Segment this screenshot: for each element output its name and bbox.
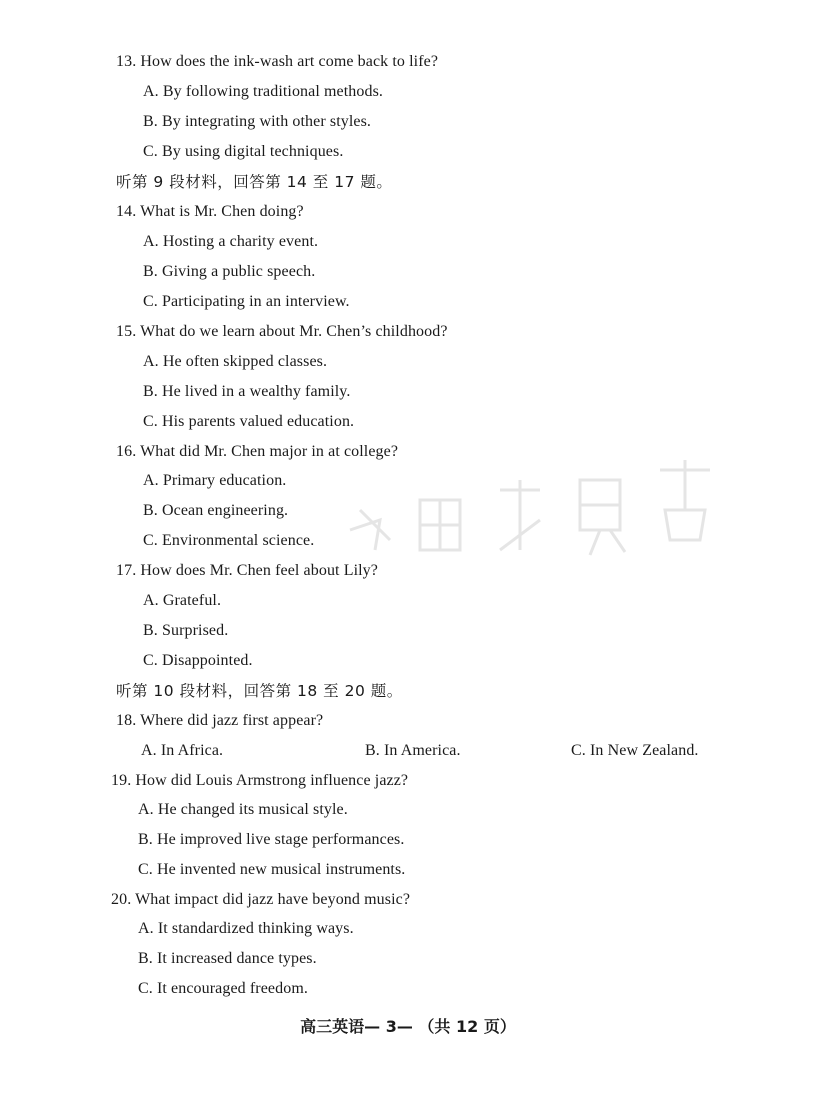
- question-15: 15. What do we learn about Mr. Chen’s childhood?: [116, 323, 448, 340]
- option-16c: C. Environmental science.: [143, 532, 315, 549]
- option-20a: A. It standardized thinking ways.: [138, 920, 354, 937]
- page-footer: 高三英语— 3— （共 12 页）: [300, 1017, 516, 1036]
- option-16b: B. Ocean engineering.: [143, 502, 289, 519]
- question-14: 14. What is Mr. Chen doing?: [116, 203, 304, 220]
- option-19a: A. He changed its musical style.: [138, 801, 348, 818]
- question-17: 17. How does Mr. Chen feel about Lily?: [116, 562, 378, 579]
- option-14a: A. Hosting a charity event.: [143, 233, 319, 250]
- question-16: 16. What did Mr. Chen major in at college?: [116, 443, 399, 460]
- option-15b: B. He lived in a wealthy family.: [143, 383, 351, 400]
- option-18b: B. In America.: [365, 742, 461, 759]
- question-18: 18. Where did jazz first appear?: [116, 712, 324, 729]
- option-15c: C. His parents valued education.: [143, 413, 355, 430]
- option-16a: A. Primary education.: [143, 472, 287, 489]
- section-header-9: 听第 9 段材料，回答第 14 至 17 题。: [116, 173, 393, 191]
- question-19: 19. How did Louis Armstrong influence jazz?: [111, 772, 409, 789]
- option-15a: A. He often skipped classes.: [143, 353, 328, 370]
- question-20: 20. What impact did jazz have beyond music?: [111, 891, 411, 908]
- section-header-10: 听第 10 段材料，回答第 18 至 20 题。: [116, 682, 403, 700]
- option-13b: B. By integrating with other styles.: [143, 113, 372, 130]
- option-20c: C. It encouraged freedom.: [138, 980, 308, 997]
- option-18a: A. In Africa.: [141, 742, 224, 759]
- question-13: 13. How does the ink-wash art come back to life?: [116, 53, 439, 70]
- watermark-stamp: [340, 440, 740, 570]
- option-13a: A. By following traditional methods.: [143, 83, 384, 100]
- option-13c: C. By using digital techniques.: [143, 143, 344, 160]
- option-14c: C. Participating in an interview.: [143, 293, 350, 310]
- option-20b: B. It increased dance types.: [138, 950, 317, 967]
- option-17c: C. Disappointed.: [143, 652, 253, 669]
- option-17a: A. Grateful.: [143, 592, 222, 609]
- option-19c: C. He invented new musical instruments.: [138, 861, 406, 878]
- option-14b: B. Giving a public speech.: [143, 263, 316, 280]
- option-19b: B. He improved live stage performances.: [138, 831, 405, 848]
- option-17b: B. Surprised.: [143, 622, 229, 639]
- option-18c: C. In New Zealand.: [571, 742, 699, 759]
